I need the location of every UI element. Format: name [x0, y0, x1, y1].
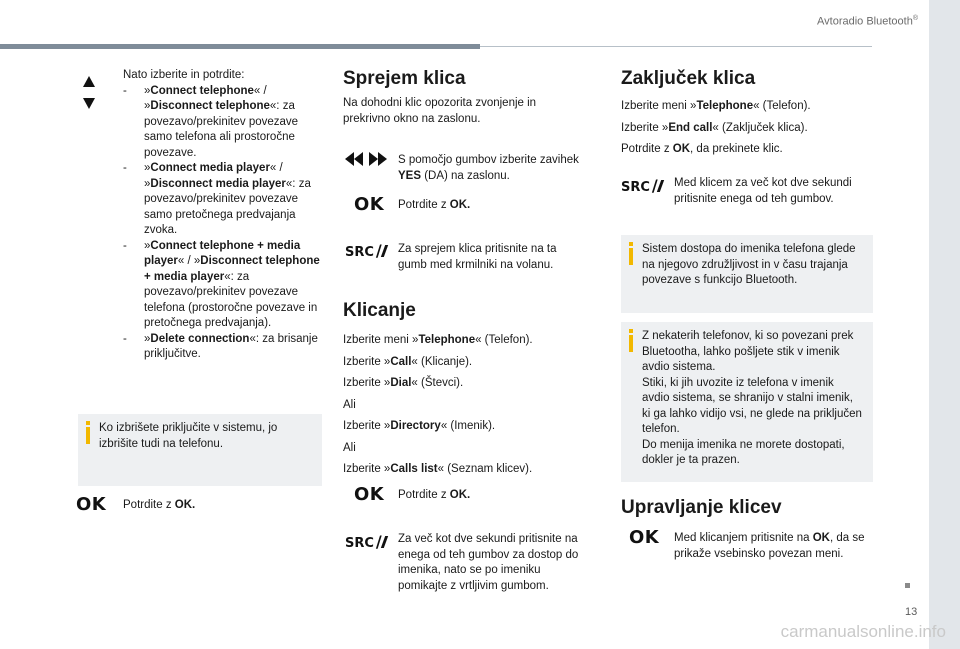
info-icon	[86, 421, 90, 444]
ok-button-icon: OK	[354, 194, 385, 215]
page-edge-strip	[929, 0, 960, 649]
info-icon	[629, 329, 633, 352]
heading-end-call: Zaključek klica	[621, 68, 756, 89]
call-menu-text: Med klicanjem pritisnite na OK, da se prikaže vsebinsko povezan meni.	[674, 532, 865, 560]
receive-call-text: Na dohodni klic opozorita zvonjenje in prekrivno okno na zaslonu.	[343, 97, 537, 125]
info-icon	[629, 242, 633, 265]
list-item: - »Connect media player« / »Disconnect media player«: za povezavo/prekinitev povezave samo pretočnega predvajanja zvoka.	[123, 162, 311, 236]
info-note-directory: Sistem dostopa do imenika telefona glede na njegovo združljivost in v času trajanja povezave s funkcijo Bluetooth.	[621, 235, 873, 313]
ok-button-icon: OK	[76, 494, 107, 515]
left-right-arrows-icon	[345, 152, 387, 166]
calling-steps: Izberite meni »Telephone« (Telefon). Izberite »Call« (Klicanje). Izberite »Dial« (Števci). Ali Izberite »Directory« (Imenik). Ali Izberite »Calls list« (Seznam klicev).	[343, 334, 533, 475]
directory-access-text: Za več kot dve sekundi pritisnite na enega od teh gumbov za dostop do imenika, nato se po imeniku pomikajte z vrtljivim gumbom.	[398, 533, 579, 592]
end-call-hold-text: Med klicem za več kot dve sekundi pritisnite enega od teh gumbov.	[674, 177, 852, 205]
up-down-arrows-icon	[82, 76, 96, 110]
list-item: - »Connect telephone + media player« / »Disconnect telephone + media player«: za povezavo/prekinitev povezave telefona (prostoročne povezave in pretočnega predvajanja).	[123, 239, 320, 329]
watermark: carmanualsonline.info	[780, 622, 946, 641]
src-steering-button-icon: SRC /	[345, 243, 386, 261]
select-yes-text: S pomočjo gumbov izberite zavihek YES (DA) na zaslonu.	[398, 154, 579, 182]
src-steering-button-icon: SRC /	[345, 534, 386, 552]
section-title: Avtoradio Bluetooth®	[817, 15, 918, 28]
header-rule-thin	[480, 46, 872, 47]
end-of-section-mark	[905, 583, 910, 588]
src-steering-button-icon: SRC /	[621, 178, 662, 196]
header-rule	[0, 44, 480, 49]
ok-button-icon: OK	[629, 527, 660, 548]
info-note-delete: Ko izbrišete priključite v sistemu, jo izbrišite tudi na telefonu.	[78, 414, 322, 486]
info-note-contacts: Z nekaterih telefonov, ki so povezani prek Bluetootha, lahko pošljete stik v imenik avdio sistema. Stiki, ki jih uvozite iz telefona v imenik avdio sistema, se shranijo v stalni imenik, ki ga lahko vidijo vsi, ne glede na priključen telefon. Do menija imenika ne morete dostopati, dokler je ta prazen.	[621, 322, 873, 482]
confirm-text: Potrdite z OK.	[123, 499, 196, 511]
heading-receive-call: Sprejem klica	[343, 68, 466, 89]
end-call-steps: Izberite meni »Telephone« (Telefon). Izberite »End call« (Zaključek klica). Potrdite z OK, da prekinete klic.	[621, 100, 811, 155]
list-item: - »Connect telephone« / »Disconnect telephone«: za povezavo/prekinitev povezave samo telefona ali prostoročne povezave.	[123, 84, 299, 159]
list-intro: Nato izberite in potrdite:	[123, 69, 245, 81]
heading-calling: Klicanje	[343, 300, 416, 321]
answer-call-text: Za sprejem klica pritisnite na ta gumb med krmilniki na volanu.	[398, 243, 557, 271]
confirm-text: Potrdite z OK.	[398, 199, 471, 211]
heading-call-management: Upravljanje klicev	[621, 497, 782, 518]
page-number: 13	[905, 606, 918, 618]
confirm-text: Potrdite z OK.	[398, 489, 471, 501]
list-item: - »Delete connection«: za brisanje priključitve.	[123, 332, 318, 360]
connection-options-list	[123, 68, 323, 363]
ok-button-icon: OK	[354, 484, 385, 505]
